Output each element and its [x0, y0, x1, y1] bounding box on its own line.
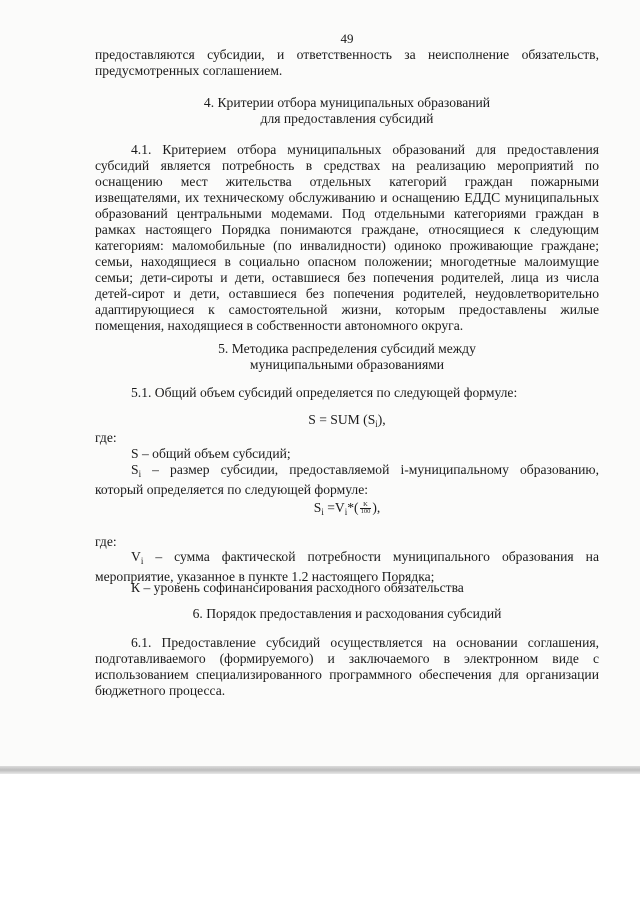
fraction-numerator: K	[360, 502, 372, 509]
formula-si-s: S	[313, 500, 322, 515]
section-4-paragraph-1: 4.1. Критерием отбора муниципальных образований для предоставления субсидий является потребность в средствах на реализацию мероприятий по оснащению мест жительства отдельных категорий граждан пожарными извещателями, их техническому обслуживанию и оснащению ЕДДС муниципальных образований центральными модемами. Под отдельными категориями граждан в рамках настоящего Порядка понимаются граждане, относящиеся к следующим категориям: маломобильные (по инвалидности) одиноко проживающие граждане; семьи, находящиеся в социально опасном положении; многодетные малоимущие семьи; дети-сироты и дети, оставшиеся без попечения родителей, лица из числа детей-сирот и дети, оставшиеся без попечения родителей, неудовлетворительно адаптирующиеся к самостоятельной жизни, которым предоставлены жилые помещения, находящиеся в собственности автономного округа.	[95, 142, 599, 333]
scan-edge-shadow	[0, 766, 640, 774]
section-4-title-line2: для предоставления субсидий	[260, 111, 434, 126]
section-5-heading	[95, 341, 599, 373]
definition-vi-text: – сумма фактической потребности муниципального образования на мероприятие, указанное в пункте 1.2 настоящего Порядка;	[95, 549, 599, 584]
formula-si-mul: *(	[347, 500, 359, 515]
formula-si-v-sub: i	[344, 507, 348, 517]
formula-si	[95, 500, 599, 520]
formula-si-s-sub: i	[321, 507, 324, 517]
definition-si-sub: i	[138, 469, 142, 479]
formula-si-eq: =V	[323, 500, 345, 515]
section-5-title-line1: 5. Методика распределения субсидий между	[218, 341, 476, 356]
formula-si-fraction	[360, 502, 372, 515]
section-6-heading: 6. Порядок предоставления и расходования субсидий	[192, 606, 502, 621]
fraction-denominator: 100	[360, 508, 371, 516]
definition-vi-sub: i	[140, 556, 144, 566]
section-4-heading	[95, 95, 599, 127]
formula-si-end: ),	[372, 500, 381, 515]
formula-total	[95, 412, 599, 432]
formula-total-sub: i	[375, 419, 378, 429]
section-5-title-line2: муниципальными образованиями	[249, 357, 445, 372]
formula-total-rhs: ),	[377, 412, 386, 427]
formula-total-lhs: S = SUM (S	[308, 412, 376, 427]
definition-si-text: – размер субсидии, предоставляемой i-муниципальному образованию, который определяется по следующей формуле:	[95, 462, 599, 497]
section-6-paragraph-1: 6.1. Предоставление субсидий осуществляется на основании соглашения, подготавливаемого (формируемого) и заключаемого в электронном виде с использованием специализированного программного обеспечения для организации бюджетного процесса.	[95, 635, 599, 698]
definition-si-symbol: S	[131, 462, 139, 477]
definition-vi-symbol: V	[131, 549, 141, 564]
definition-si	[95, 462, 599, 498]
intro-paragraph: предоставляются субсидии, и ответственность за неисполнение обязательств, предусмотренных соглашением.	[95, 47, 599, 78]
definition-s: S – общий объем субсидий;	[131, 446, 291, 461]
page-number: 49	[340, 31, 354, 46]
where-label-2: где:	[95, 534, 117, 549]
where-label-1: где:	[95, 430, 117, 445]
definition-k: К – уровень софинансирования расходного обязательства	[131, 580, 464, 595]
section-4-title-line1: 4. Критерии отбора муниципальных образований	[203, 95, 491, 110]
section-5-paragraph-1: 5.1. Общий объем субсидий определяется по следующей формуле:	[131, 385, 518, 400]
